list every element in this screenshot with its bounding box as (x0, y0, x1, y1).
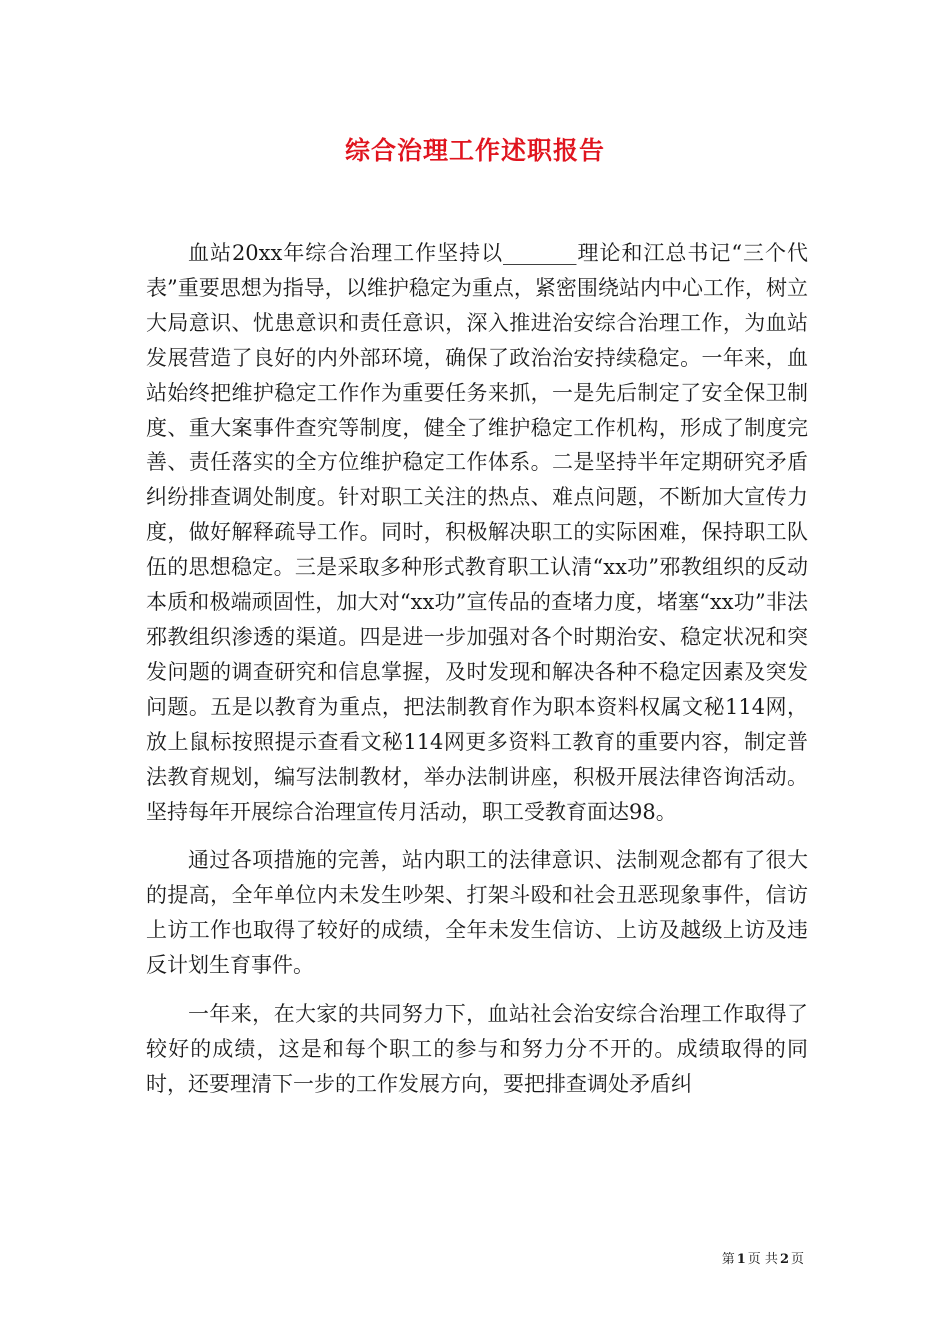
footer-middle: 页 共 (747, 1252, 778, 1267)
page-footer (722, 1248, 804, 1267)
paragraph-1: 血站20xx年综合治理工作坚持以_______理论和江总书记“三个代表”重要思想为指导，以维护稳定为重点，紧密围绕站内中心工作，树立大局意识、忧患意识和责任意识，深入推进治安综合治理工作，为血站发展营造了良好的内外部环境，确保了政治治安持续稳定。一年来，血站始终把维护稳定工作作为重要任务来抓，一是先后制定了安全保卫制度、重大案事件查究等制度，健全了维护稳定工作机构，形成了制度完善、责任落实的全方位维护稳定工作体系。二是坚持半年定期研究矛盾纠纷排查调处制度。针对职工关注的热点、难点问题，不断加大宣传力度，做好解释疏导工作。同时，积极解决职工的实际困难，保持职工队伍的思想稳定。三是采取多种形式教育职工认清“xx功”邪教组织的反动本质和极端顽固性，加大对“xx功”宣传品的查堵力度，堵塞“xx功”非法邪教组织渗透的渠道。四是进一步加强对各个时期治安、稳定状况和突发问题的调查研究和信息掌握，及时发现和解决各种不稳定因素及突发问题。五是以教育为重点，把法制教育作为职本资料权属文秘114网，放上鼠标按照提示查看文秘114网更多资料工教育的重要内容，制定普法教育规划，编写法制教材，举办法制讲座，积极开展法律咨询活动。坚持每年开展综合治理宣传月活动，职工受教育面达98。 (146, 241, 808, 824)
footer-current-page: 1 (736, 1252, 746, 1267)
paragraph-2: 通过各项措施的完善，站内职工的法律意识、法制观念都有了很大的提高，全年单位内未发生吵架、打架斗殴和社会丑恶现象事件，信访上访工作也取得了较好的成绩，全年未发生信访、上访及越级上访及违反计划生育事件。 (146, 848, 808, 978)
footer-prefix: 第 (721, 1252, 735, 1267)
footer-suffix: 页 (790, 1252, 804, 1267)
document-body (146, 236, 808, 1102)
footer-total-pages: 2 (779, 1252, 789, 1267)
document-title: 综合治理工作述职报告 (344, 136, 605, 165)
paragraph-3: 一年来，在大家的共同努力下，血站社会治安综合治理工作取得了较好的成绩，这是和每个职工的参与和努力分不开的。成绩取得的同时，还要理清下一步的工作发展方向，要把排查调处矛盾纠 (146, 1002, 808, 1096)
